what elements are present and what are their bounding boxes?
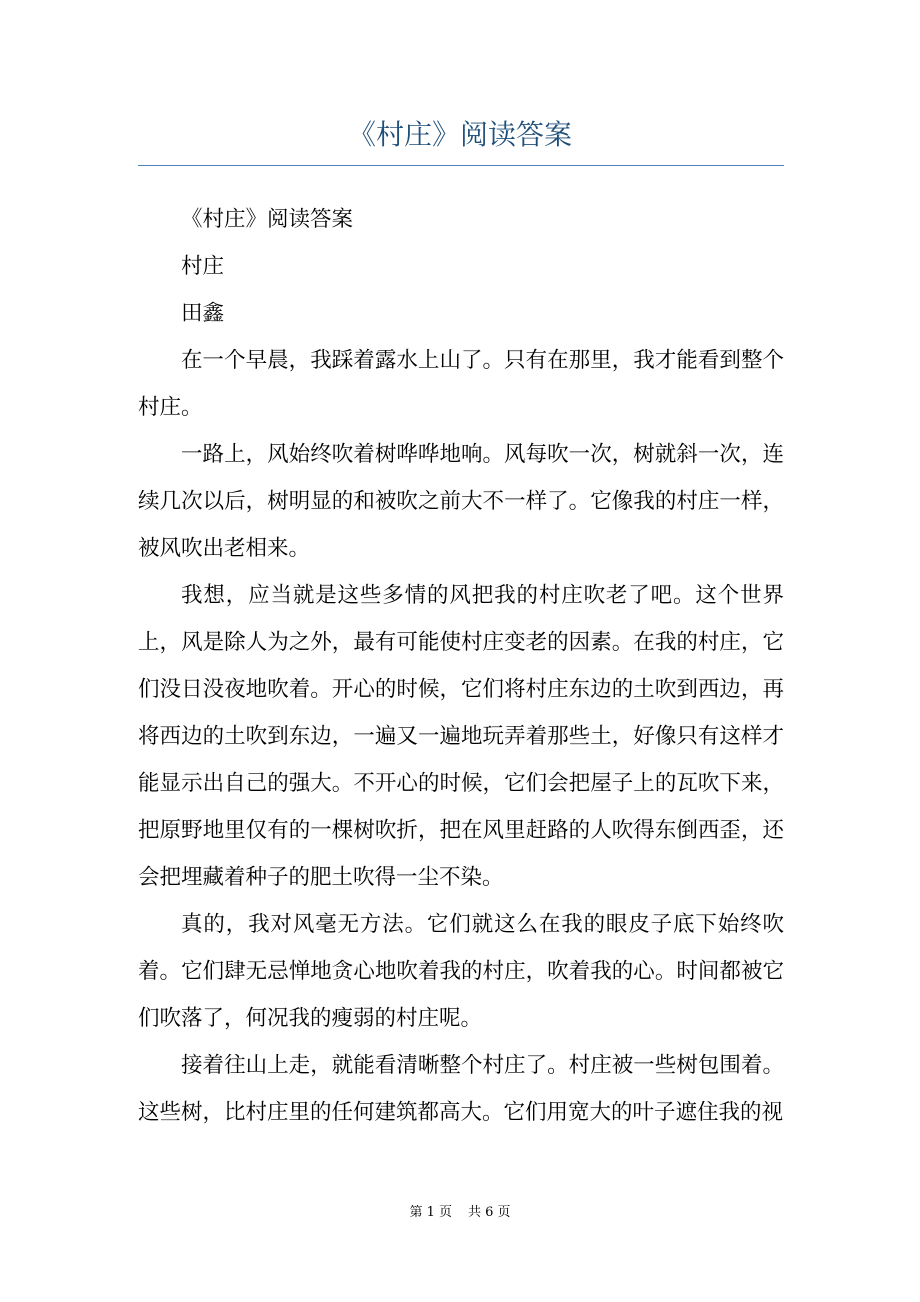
paragraph: 我想，应当就是这些多情的风把我的村庄吹老了吧。这个世界上，风是除人为之外，最有可能使村庄变老的因素。在我的村庄，它们没日没夜地吹着。开心的时候，它们将村庄东边的土吹到西边，再将西边的土吹到东边，一遍又一遍地玩弄着那些土，好像只有这样才能显示出自己的强大。不开心的时候，它们会把屋子上的瓦吹下来，把原野地里仅有的一棵树吹折，把在风里赶路的人吹得东倒西歪，还会把埋藏着种子的肥土吹得一尘不染。	[138, 583, 784, 890]
page-footer	[0, 1203, 920, 1223]
paragraph: 一路上，风始终吹着树哗哗地响。风每吹一次，树就斜一次，连续几次以后，树明显的和被吹之前大不一样了。它像我的村庄一样，被风吹出老相来。	[138, 442, 784, 561]
paragraph-essay-title: 村庄	[181, 254, 225, 279]
paragraph-author: 田鑫	[181, 301, 225, 326]
page-total: 共 6 页	[468, 1205, 511, 1220]
document-title: 《村庄》阅读答案	[347, 118, 572, 151]
page-number: 第 1 页	[409, 1205, 452, 1220]
paragraph: 接着往山上走，就能看清晰整个村庄了。村庄被一些树包围着。这些树，比村庄里的任何建筑都高大。它们用宽大的叶子遮住我的视	[138, 1053, 784, 1125]
paragraph: 真的，我对风毫无方法。它们就这么在我的眼皮子底下始终吹着。它们肆无忌惮地贪心地吹着我的村庄，吹着我的心。时间都被它们吹落了，何况我的瘦弱的村庄呢。	[138, 912, 784, 1031]
paragraph-heading: 《村庄》阅读答案	[181, 207, 354, 232]
paragraph: 在一个早晨，我踩着露水上山了。只有在那里，我才能看到整个村庄。	[138, 348, 784, 420]
document-body	[138, 196, 784, 1136]
title-divider	[138, 165, 784, 166]
